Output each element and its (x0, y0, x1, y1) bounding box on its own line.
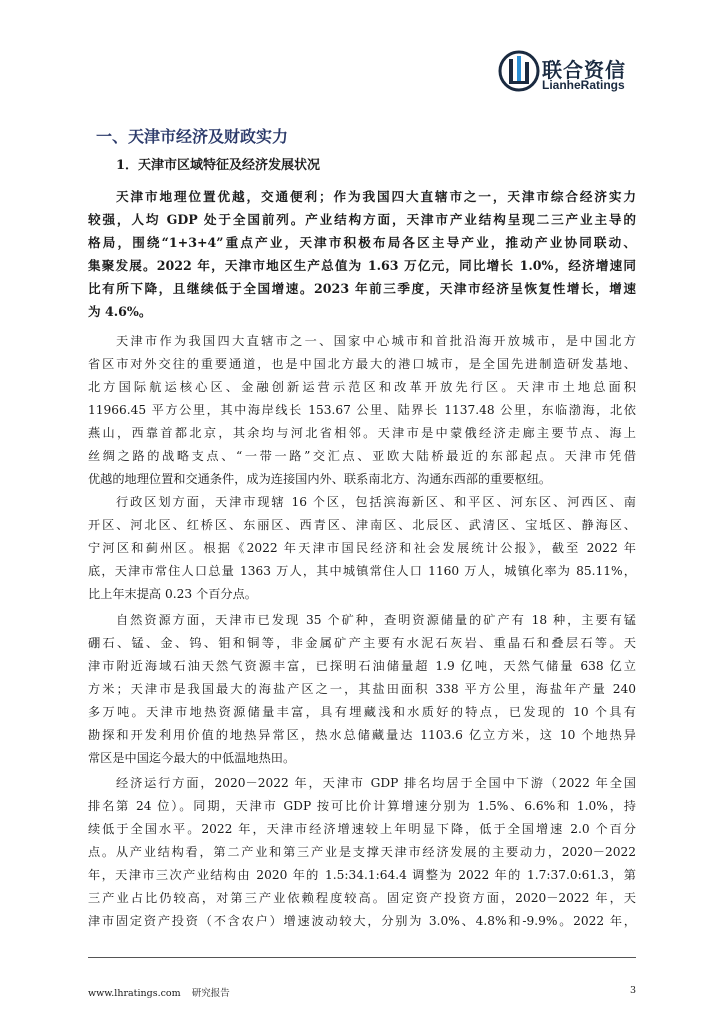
page-number: 3 (629, 985, 636, 996)
paragraph-line: 硼石、锰、金、钨、钼和铜等，非金属矿产主要有水泥石灰岩、重晶石和叠层石等。天 (88, 636, 636, 650)
paragraph-line: 自然资源方面，天津市已发现 35 个矿种，查明资源储量的矿产有 18 种，主要有锰 (116, 613, 636, 627)
paragraph-line: 行政区划方面，天津市现辖 16 个区，包括滨海新区、和平区、河东区、河西区、南 (116, 495, 636, 509)
paragraph-line: 天津市地理位置优越，交通便利；作为我国四大直辖市之一，天津市综合经济实力 (116, 189, 636, 204)
logo-english-name: LianheRatings (542, 78, 625, 92)
paragraph-line: 续低于全国水平。2022 年，天津市经济增速较上年明显下降，低于全国增速 2.0 个百分 (88, 822, 636, 836)
paragraph-line: 丝绸之路的战略支点、“一带一路”交汇点、亚欧大陆桥最近的东部起点。天津市凭借 (88, 449, 636, 463)
footer-report-type: 研究报告 (191, 988, 230, 999)
paragraph-line: 为 4.6%。 (88, 304, 152, 319)
footer-left (88, 985, 238, 999)
paragraph-line: 经济运行方面，2020－2022 年，天津市 GDP 排名均居于全国中下游（2022 年全国 (116, 776, 636, 790)
logo-chinese-name: 联合资信 (542, 58, 626, 82)
company-logo (498, 50, 628, 94)
section-title: 一、天津市经济及财政实力 (96, 127, 289, 146)
paragraph-line: 底，天津市常住人口总量 1363 万人，其中城镇常住人口 1160 万人，城镇化率为 85.11%， (88, 564, 636, 578)
paragraph-line: 勘探和开发利用价值的地热异常区，热水总储藏量达 1103.6 亿立方米，这 10 个地热异 (88, 728, 636, 742)
paragraph-line: 格局，围绕“1+3+4”重点产业，天津市积极布局各区主导产业，推动产业协同联动、 (88, 235, 636, 250)
paragraph-line: 年，天津市三次产业结构由 2020 年的 1.5:34.1:64.4 调整为 2022 年的 1.7:37.0:61.3，第 (88, 868, 636, 882)
paragraph-line: 三产业占比仍较高，对第三产业依赖程度较高。固定资产投资方面，2020－2022 年，天 (88, 891, 636, 905)
paragraph-line: 津市固定资产投资（不含农户）增速波动较大，分别为 3.0%、4.8%和-9.9%。2022 年， (88, 914, 636, 928)
paragraph-line: 集聚发展。2022 年，天津市地区生产总值为 1.63 万亿元，同比增长 1.0%，经济增速同 (88, 258, 636, 273)
footer-website-link[interactable]: www.lhratings.com (88, 988, 181, 999)
paragraph-line: 北方国际航运核心区、金融创新运营示范区和改革开放先行区。天津市土地总面积 (88, 380, 636, 394)
paragraph-line: 11966.45 平方公里，其中海岸线长 153.67 公里、陆界长 1137.48 公里，东临渤海，北依 (88, 403, 636, 417)
paragraph-line: 比有所下降，且继续低于全国增速。2023 年前三季度，天津市经济呈恢复性增长，增速 (88, 281, 636, 296)
paragraph-line: 开区、河北区、红桥区、东丽区、西青区、津南区、北辰区、武清区、宝坻区、静海区、 (88, 518, 636, 532)
subsection-title: 1．天津市区域特征及经济发展状况 (116, 158, 321, 173)
footer-divider (88, 957, 636, 958)
paragraph-line: 天津市作为我国四大直辖市之一、国家中心城市和首批沿海开放城市，是中国北方 (116, 334, 636, 348)
paragraph-line: 比上年末提高 0.23 个百分点。 (88, 587, 257, 601)
paragraph-line: 优越的地理位置和交通条件，成为连接国内外、联系南北方、沟通东西部的重要枢纽。 (88, 472, 552, 486)
paragraph-line: 燕山，西靠首都北京，其余均与河北省相邻。天津市是中蒙俄经济走廊主要节点、海上 (88, 426, 636, 440)
paragraph-line: 较强，人均 GDP 处于全国前列。产业结构方面，天津市产业结构呈现二三产业主导的 (88, 212, 636, 227)
lianhe-logo-icon (498, 50, 540, 92)
paragraph-line: 方米；天津市是我国最大的海盐产区之一，其盐田面积 338 平方公里，海盐年产量 240 (88, 682, 636, 696)
paragraph-line: 点。从产业结构看，第二产业和第三产业是支撑天津市经济发展的主要动力，2020－2022 (88, 845, 636, 859)
paragraph-line: 津市附近海域石油天然气资源丰富，已探明石油储量超 1.9 亿吨，天然气储量 638 亿立 (88, 659, 636, 673)
paragraph-line: 省区市对外交往的重要通道，也是中国北方最大的港口城市，是全国先进制造研发基地、 (88, 357, 636, 371)
paragraph-line: 排名第 24 位）。同期，天津市 GDP 按可比价计算增速分别为 1.5%、6.6%和 1.0%，持 (88, 799, 636, 813)
paragraph-line: 常区是中国迄今最大的中低温地热田。 (88, 751, 296, 765)
paragraph-line: 多万吨。天津市地热资源储量丰富，具有埋藏浅和水质好的特点，已发现的 10 个具有 (88, 705, 636, 719)
paragraph-line: 宁河区和蓟州区。根据《2022 年天津市国民经济和社会发展统计公报》，截至 2022 年 (88, 541, 636, 555)
